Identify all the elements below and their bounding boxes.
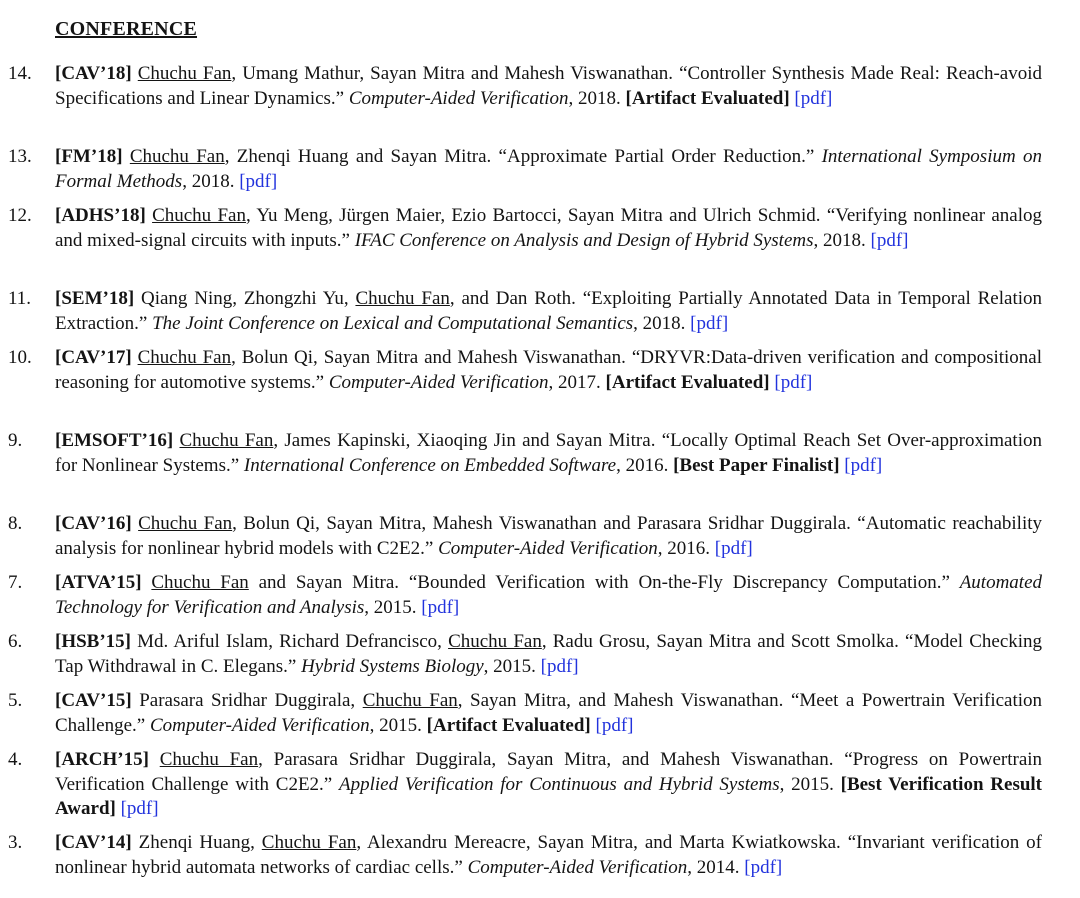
highlighted-author: Chuchu Fan (137, 63, 232, 84)
pdf-link[interactable]: [pdf] (774, 371, 813, 393)
highlighted-author: Chuchu Fan (362, 690, 458, 711)
venue-tag: [CAV’14] (55, 832, 132, 853)
item-number: 7. (8, 572, 23, 593)
year: , 2018. (633, 312, 686, 334)
paper-title: “Meet a Powertrain Verification Challenge.” (55, 690, 1043, 736)
paper-title: “Verifying nonlinear analog and mixed-signal circuits with inputs.” (55, 205, 1042, 251)
highlighted-author: Chuchu Fan (261, 832, 357, 853)
item-number: 4. (8, 749, 23, 770)
venue-name: The Joint Conference on Lexical and Computational Semantics (152, 312, 634, 334)
coauthors: , Zhenqi Huang and Sayan Mitra. (224, 146, 492, 167)
pdf-link[interactable]: [pdf] (421, 596, 460, 618)
coauthors: , Bolun Qi, Sayan Mitra, Mahesh Viswanathan and Parasara Sridhar Duggirala. (232, 513, 851, 534)
highlighted-author: Chuchu Fan (151, 572, 249, 593)
year: , 2015. (369, 714, 422, 736)
venue-tag: [SEM’18] (55, 288, 135, 309)
year: , 2015. (364, 596, 417, 618)
pdf-link[interactable]: [pdf] (239, 170, 278, 192)
item-number: 5. (8, 690, 23, 711)
venue-tag: [ADHS’18] (55, 205, 146, 226)
publication-item (8, 287, 1043, 336)
award-badge: [Artifact Evaluated] (605, 371, 770, 393)
venue-name: IFAC Conference on Analysis and Design of Hybrid Systems (354, 229, 814, 251)
pdf-link[interactable]: [pdf] (794, 87, 833, 109)
publication-item (8, 429, 1042, 478)
venue-tag: [CAV’15] (55, 690, 132, 711)
pdf-link[interactable]: [pdf] (540, 655, 579, 677)
year: , 2015. (779, 773, 834, 795)
year: , 2018. (182, 170, 235, 192)
coauthors: , Bolun Qi, Sayan Mitra and Mahesh Viswanathan. (231, 347, 626, 368)
item-number: 6. (8, 631, 23, 652)
pdf-link[interactable]: [pdf] (690, 312, 729, 334)
highlighted-author: Chuchu Fan (179, 430, 274, 451)
venue-name: International Conference on Embedded Software (243, 454, 617, 476)
highlighted-author: Chuchu Fan (152, 205, 246, 226)
item-number: 12. (8, 205, 32, 226)
publication-item (8, 831, 1043, 880)
publication-item (8, 748, 1043, 822)
item-number: 14. (8, 63, 32, 84)
coauthors: , Radu Grosu, Sayan Mitra and Scott Smolka. (541, 631, 899, 652)
highlighted-author: Chuchu Fan (129, 146, 225, 167)
year: , 2016. (616, 454, 669, 476)
paper-title: “Approximate Partial Order Reduction.” (498, 146, 815, 167)
item-number: 11. (8, 288, 32, 309)
venue-tag: [HSB’15] (55, 631, 131, 652)
publication-item (8, 689, 1043, 738)
paper-title: “Exploiting Partially Annotated Data in Temporal Relation Extraction.” (55, 288, 1043, 334)
item-number: 10. (8, 347, 32, 368)
coauthors: and Sayan Mitra. (248, 572, 400, 593)
pdf-link[interactable]: [pdf] (595, 714, 634, 736)
venue-name: Computer-Aided Verification (467, 856, 688, 878)
publication-item (8, 346, 1043, 395)
paper-title: “Locally Optimal Reach Set Over-approximation for Nonlinear Systems.” (55, 430, 1042, 476)
venue-name: Automated Technology for Verification and Analysis (55, 572, 1043, 618)
coauthors: , Yu Meng, Jürgen Maier, Ezio Bartocci, Sayan Mitra and Ulrich Schmid. (245, 205, 821, 226)
venue-tag: [CAV’16] (55, 513, 132, 534)
paper-title: “Invariant verification of nonlinear hybrid automata networks of cardiac cells.” (55, 832, 1043, 878)
venue-tag: [EMSOFT’16] (55, 430, 174, 451)
award-badge: [Artifact Evaluated] (426, 714, 591, 736)
award-badge: [Best Verification Result Award] (55, 773, 1043, 819)
publication-item (8, 512, 1043, 561)
venue-tag: [CAV’17] (55, 347, 132, 368)
venue-name: International Symposium on Formal Methods (55, 146, 1042, 192)
item-number: 8. (8, 513, 23, 534)
item-number: 9. (8, 430, 23, 451)
venue-name: Computer-Aided Verification (348, 87, 569, 109)
coauthors: , Parasara Sridhar Duggirala, Sayan Mitra, and Mahesh Viswanathan. (258, 749, 834, 770)
venue-name: Computer-Aided Verification (149, 714, 370, 736)
paper-title: “Controller Synthesis Made Real: Reach-avoid Specifications and Linear Dynamics.” (55, 63, 1043, 109)
venue-name: Computer-Aided Verification (438, 537, 658, 559)
publication-item (8, 571, 1043, 620)
year: , 2017. (548, 371, 601, 393)
item-number: 3. (8, 832, 23, 853)
award-badge: [Artifact Evaluated] (625, 87, 790, 109)
pdf-link[interactable]: [pdf] (844, 454, 883, 476)
publication-item (8, 630, 1043, 679)
year: , 2015. (483, 655, 536, 677)
venue-tag: [ATVA’15] (55, 572, 142, 593)
coauthors: , Umang Mathur, Sayan Mitra and Mahesh Viswanathan. (231, 63, 674, 84)
award-badge: [Best Paper Finalist] (673, 454, 840, 476)
coauthors-before: Zhenqi Huang, (138, 832, 255, 853)
year: , 2018. (813, 229, 866, 251)
coauthors-before: Md. Ariful Islam, Richard Defrancisco, (137, 631, 442, 652)
venue-tag: [ARCH’15] (55, 749, 149, 770)
pdf-link[interactable]: [pdf] (714, 537, 753, 559)
highlighted-author: Chuchu Fan (159, 749, 259, 770)
coauthors: , Alexandru Mereacre, Sayan Mitra, and Marta Kwiatkowska. (356, 832, 841, 853)
paper-title: “Progress on Powertrain Verification Challenge with C2E2.” (55, 749, 1043, 795)
venue-tag: [FM’18] (55, 146, 123, 167)
paper-title: “Bounded Verification with On-the-Fly Discrepancy Computation.” (408, 572, 950, 593)
coauthors: , Sayan Mitra, and Mahesh Viswanathan. (457, 690, 784, 711)
coauthors-before: Qiang Ning, Zhongzhi Yu, (140, 288, 349, 309)
coauthors: , James Kapinski, Xiaoqing Jin and Sayan Mitra. (273, 430, 656, 451)
item-number: 13. (8, 146, 32, 167)
highlighted-author: Chuchu Fan (137, 347, 232, 368)
publication-item (8, 145, 1042, 194)
publication-item (8, 62, 1043, 111)
year: , 2014. (687, 856, 740, 878)
pdf-link[interactable]: [pdf] (120, 798, 159, 819)
paper-title: “Automatic reachability analysis for nonlinear hybrid models with C2E2.” (55, 513, 1043, 559)
paper-title: “Model Checking Tap Withdrawal in C. Elegans.” (55, 631, 1043, 677)
coauthors-before: Parasara Sridhar Duggirala, (139, 690, 356, 711)
venue-name: Computer-Aided Verification (328, 371, 549, 393)
section-heading: CONFERENCE (55, 18, 198, 40)
highlighted-author: Chuchu Fan (138, 513, 233, 534)
highlighted-author: Chuchu Fan (355, 288, 450, 309)
pdf-link[interactable]: [pdf] (870, 229, 909, 251)
publication-item (8, 204, 1042, 253)
venue-name: Hybrid Systems Biology (301, 655, 484, 677)
coauthors: , and Dan Roth. (449, 288, 576, 309)
venue-name: Applied Verification for Continuous and Hybrid Systems (339, 773, 780, 795)
year: , 2016. (657, 537, 711, 559)
highlighted-author: Chuchu Fan (448, 631, 542, 652)
venue-tag: [CAV’18] (55, 63, 132, 84)
year: , 2018. (568, 87, 621, 109)
paper-title: “DRYVR:Data-driven verification and compositional reasoning for automotive systems.” (55, 347, 1043, 393)
pdf-link[interactable]: [pdf] (744, 856, 783, 878)
